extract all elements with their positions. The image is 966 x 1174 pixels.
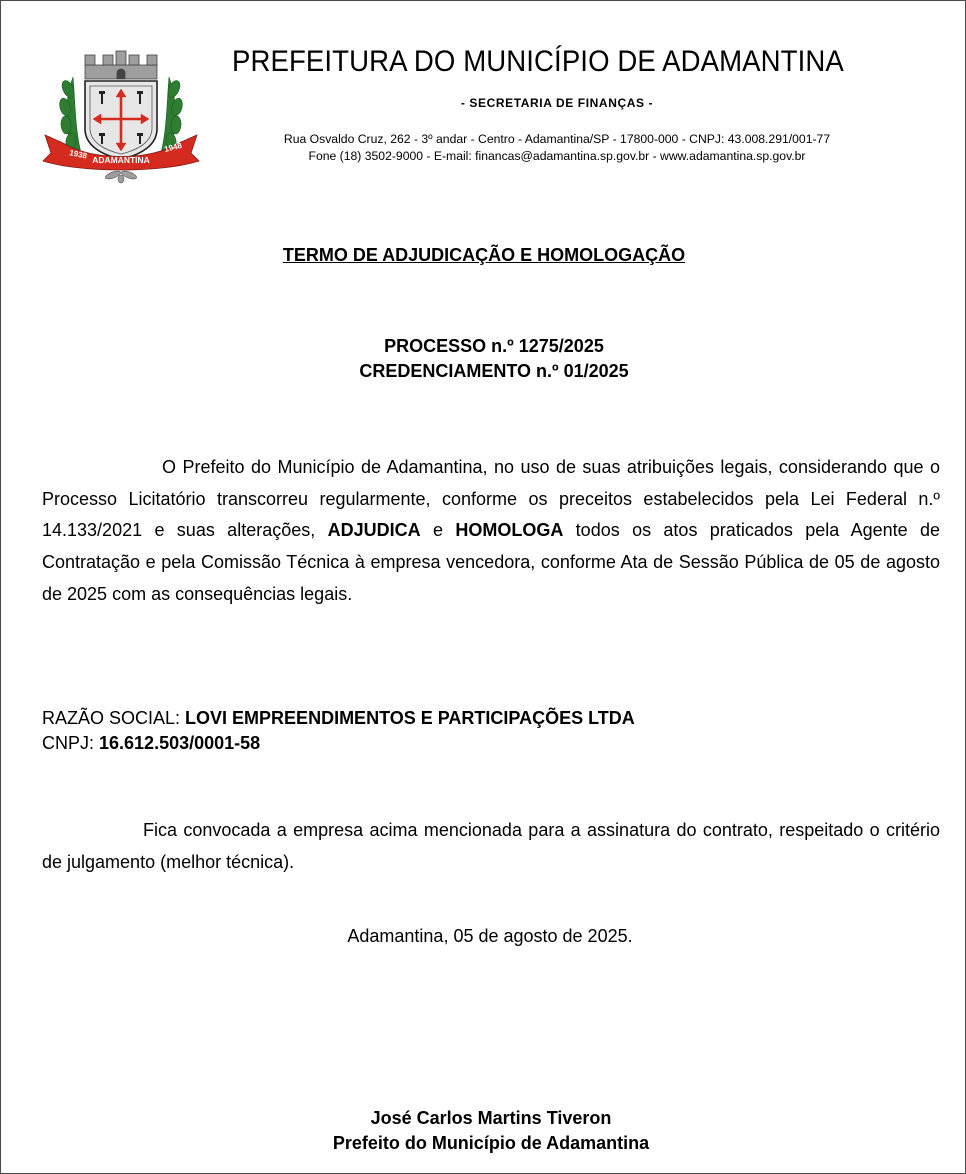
paragraph1-text-c: todos os atos praticados pela Agente de Contratação e pela Comissão Técnica à empresa vencedora, conforme Ata de Sessão Pública de 05 de agosto de 2025 com as consequências legais. bbox=[42, 520, 941, 604]
svg-text:1938: 1938 bbox=[68, 148, 88, 161]
header-address bbox=[232, 131, 882, 165]
adjudication-paragraph bbox=[42, 452, 940, 611]
homologa-keyword: HOMOLOGA bbox=[455, 520, 564, 541]
address-line-1: Rua Osvaldo Cruz, 262 - 3º andar - Centro - Adamantina/SP - 17800-000 - CNPJ: 43.008.291/001-77 bbox=[283, 132, 831, 146]
razao-social-value: LOVI EMPREENDIMENTOS E PARTICIPAÇÕES LTDA bbox=[185, 708, 635, 728]
mural-crown bbox=[85, 51, 157, 79]
cnpj-label: CNPJ: bbox=[42, 733, 100, 753]
paragraph1-text-a: O Prefeito do Município de Adamantina, no uso de suas atribuições legais, considerando que o Processo Licitatório transcorreu regularmente, conforme os preceitos estabelecidos pela Lei Federal n.º 14.133/2021 e suas alterações, bbox=[42, 457, 940, 541]
process-number: PROCESSO n.º 1275/2025 bbox=[384, 336, 604, 356]
coat-of-arms-icon bbox=[41, 49, 201, 184]
municipality-title: PREFEITURA DO MUNICÍPIO DE ADAMANTINA bbox=[232, 45, 844, 78]
cnpj-line bbox=[42, 731, 635, 756]
svg-text:ADAMANTINA: ADAMANTINA bbox=[92, 155, 150, 165]
svg-text:1948: 1948 bbox=[163, 140, 183, 154]
signatory-title: Prefeito do Município de Adamantina bbox=[332, 1133, 650, 1153]
credenciamento-number: CREDENCIAMENTO n.º 01/2025 bbox=[359, 361, 629, 381]
paragraph1-text-b: e bbox=[420, 520, 456, 541]
address-line-2: Fone (18) 3502-9000 - E-mail: financas@adamantina.sp.gov.br - www.adamantina.sp.gov.br bbox=[308, 149, 806, 163]
department-subtitle: - SECRETARIA DE FINANÇAS - bbox=[460, 96, 654, 110]
razao-social-label: RAZÃO SOCIAL: bbox=[42, 708, 186, 728]
crest-plant bbox=[104, 169, 137, 183]
signature-block bbox=[1, 1106, 966, 1156]
convocation-paragraph bbox=[42, 815, 940, 878]
adjudica-keyword: ADJUDICA bbox=[327, 520, 421, 541]
paragraph2-text: Fica convocada a empresa acima mencionada para a assinatura do contrato, respeitado o critério de julgamento (melhor técnica). bbox=[42, 820, 940, 872]
cnpj-value: 16.612.503/0001-58 bbox=[99, 733, 261, 753]
process-block bbox=[1, 334, 966, 384]
signatory-name: José Carlos Martins Tiveron bbox=[370, 1108, 612, 1128]
razao-social-line bbox=[42, 706, 635, 731]
date-line: Adamantina, 05 de agosto de 2025. bbox=[347, 926, 633, 946]
company-block bbox=[42, 706, 635, 756]
document-title: TERMO DE ADJUDICAÇÃO E HOMOLOGAÇÃO bbox=[282, 245, 686, 265]
